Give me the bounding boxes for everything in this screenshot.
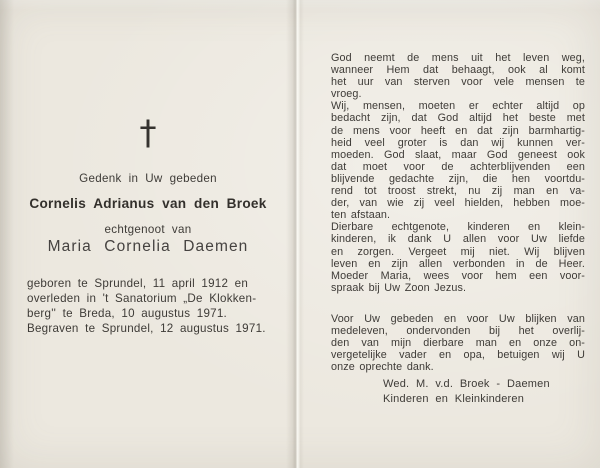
text-line: wanneer Hem dat behaagt, ook al komt — [331, 64, 585, 77]
text-line: Voor Uw gebeden en voor Uw blijken van — [331, 312, 585, 325]
text-line: bedacht zijn, dat God altijd het beste met — [331, 112, 585, 125]
life-details-text — [27, 276, 271, 336]
spouse-name: Maria Cornelia Daemen — [47, 238, 249, 255]
text-line: vroeg. — [331, 88, 362, 101]
text-line: Moeder Maria, wees voor hem een voor- — [331, 269, 585, 282]
cross-icon: † — [139, 113, 157, 153]
text-line: rend tot troost strekt, nu zij man en va- — [331, 185, 585, 198]
prayer-text — [331, 52, 585, 407]
text-line: ten afstaan. — [331, 209, 391, 222]
text-line: moeden. God slaat, maar God geneest ook — [331, 148, 585, 161]
text-line: overleden in 't Sanatorium „De Klokken- — [27, 292, 257, 306]
text-line: spraak bij Uw Zoon Jezus. — [331, 281, 467, 294]
text-line: dat moet voor de achterblijvenden een — [331, 160, 585, 173]
text-line: Kinderen en Kleinkinderen — [383, 393, 525, 406]
prayer-paragraph — [331, 221, 585, 294]
text-line: God neemt de mens uit het leven weg, — [331, 52, 585, 64]
text-line: den van mijn dierbare man en onze on- — [331, 337, 585, 350]
text-line: leven en zijn allen verbonden in de Heer. — [331, 257, 585, 270]
prayer-paragraph — [331, 100, 585, 221]
prayer-paragraph — [331, 52, 585, 100]
text-line: Wed. M. v.d. Broek - Daemen — [383, 378, 550, 391]
signature-block — [331, 377, 585, 407]
text-line: kinderen, ik dank U allen voor Uw liefde — [331, 233, 585, 246]
text-line: medeleven, ondervonden bij het overlij- — [331, 324, 585, 337]
right-page — [296, 0, 600, 468]
text-line: geboren te Sprundel, 11 april 1912 en — [27, 277, 249, 290]
text-line: Dierbare echtgenote, kinderen en klein- — [331, 221, 585, 234]
text-line: der, van wie zij veel hielden, hebben moe- — [331, 197, 585, 210]
relation-text: echtgenoot van — [104, 223, 192, 236]
dedication-text: Gedenk in Uw gebeden — [79, 172, 217, 185]
text-line: Wij, mensen, moeten er echter altijd op — [331, 100, 585, 113]
deceased-name: Cornelis Adrianus van den Broek — [29, 196, 267, 211]
text-line: blijvende gedachte zijn, die hen voortdu- — [331, 172, 585, 185]
text-line: heid veel groter is dan wij kunnen ver- — [331, 136, 585, 149]
text-line: de mens voor heeft en dat zijn barmhartig- — [331, 124, 585, 137]
text-line: vergetelijke vader en opa, betuigen wij U — [331, 349, 585, 362]
acknowledgement-paragraph — [331, 313, 585, 373]
text-line: onze oprechte dank. — [331, 361, 434, 374]
text-line: het uur van sterven voor vele mensen te — [331, 76, 585, 89]
left-page — [0, 0, 296, 468]
text-line: en zorgen. Vergeet mij niet. Wij blijven — [331, 245, 585, 258]
text-line: Begraven te Sprundel, 12 augustus 1971. — [27, 322, 266, 336]
text-line: berg'' te Breda, 10 augustus 1971. — [27, 307, 228, 321]
